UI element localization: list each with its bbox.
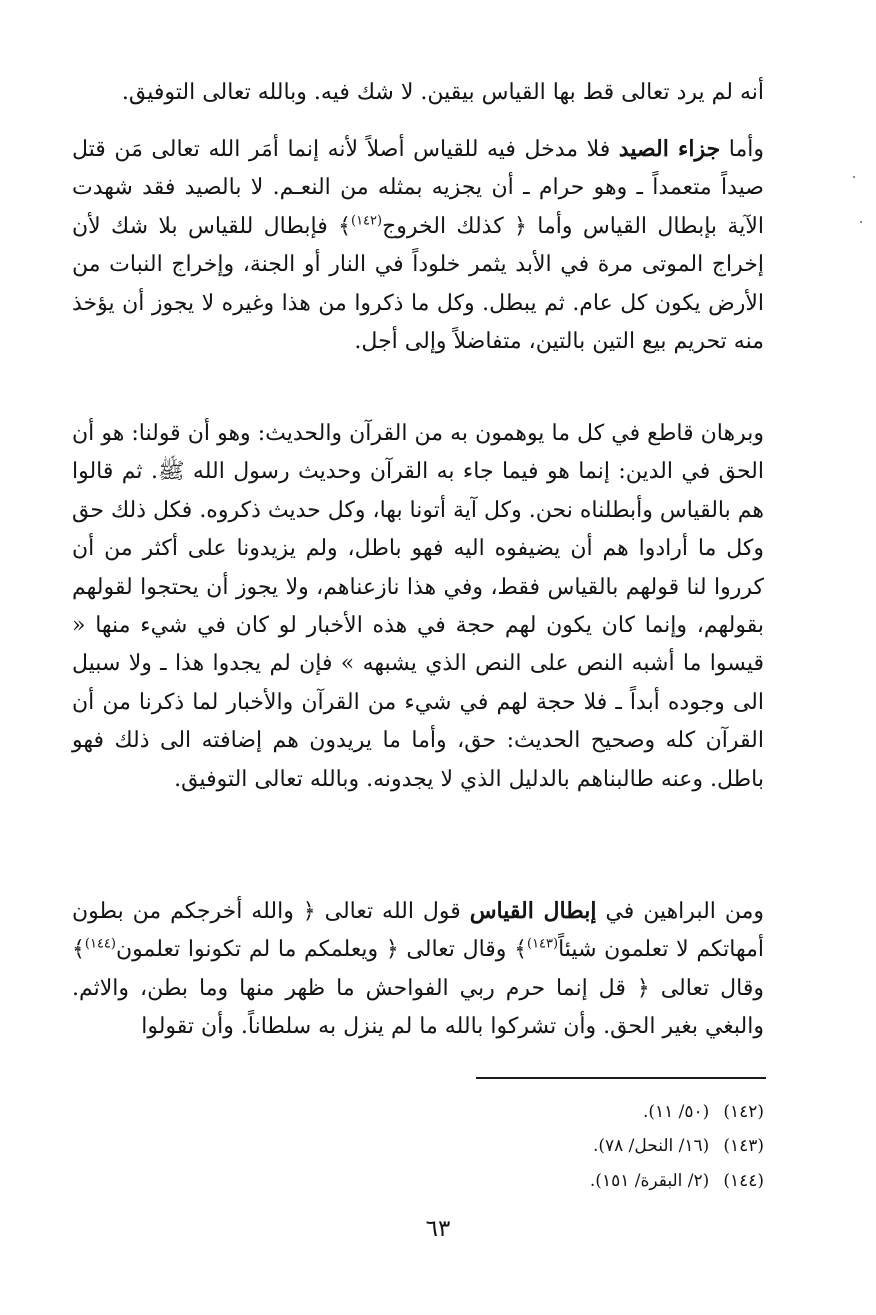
paragraph-4-text-start: ومن البراهين في (596, 899, 764, 924)
paragraph-2-text-start: وأما (720, 137, 765, 162)
page-number: ٦٣ (425, 1216, 451, 1242)
footnote-ref-144: (١٤٤) (84, 937, 116, 953)
footnote-number: (١٤٢) (723, 1102, 764, 1122)
footnote-divider (476, 1077, 766, 1079)
paragraph-1 (72, 74, 764, 112)
footnote-142 (364, 1100, 764, 1124)
paragraph-2-text-middle: فلا مدخل فيه للقياس أصلاً لأنه إنما أمَر الله تعالى مَن قتل صيداً متعمداً ـ وهو حرام ـ أن يجزيه بمثله من النعـم. لا بالصيد فقد شهدت الآية بإبطال القياس وأما ﴿ كذلك الخروج (72, 137, 764, 239)
footnote-ref-142: (١٤٢) (350, 213, 383, 229)
footnote-number: (١٤٣) (723, 1136, 764, 1156)
footnote-144 (364, 1169, 764, 1193)
paragraph-3 (72, 415, 764, 799)
paragraph-4 (72, 892, 764, 1047)
margin-mark (860, 221, 862, 223)
paragraph-4-heading: إبطال القياس (469, 898, 597, 924)
paragraph-4-text-middle: قول الله تعالى ﴿ والله أخرجكم من بطون أمهاتكم لا تعلمون شيئاً (72, 899, 764, 963)
paragraph-1-text: أنه لم يرد تعالى قط بها القياس بيقين. لا شك فيه. وبالله تعالى التوفيق. (121, 80, 764, 105)
footnote-143 (364, 1134, 764, 1158)
paragraph-4-text-middle-2: ﴾ وقال تعالى ﴿ ويعلمكم ما لم تكونوا تعلمون (116, 937, 527, 963)
paragraph-2 (72, 130, 764, 361)
paragraph-4-text-end: ﴾ وقال تعالى ﴿ قل إنما حرم ربي الفواحش ما ظهر منها وما بطن، والاثم. والبغي بغير الحق. وأن تشركوا بالله ما لم ينزل به سلطاناً. وأن تقولوا (72, 937, 764, 1040)
footnote-text: (١٦/ النحل/ ٧٨). (592, 1136, 710, 1156)
footnote-text: (٥٠/ ١١). (642, 1102, 710, 1122)
footnote-text: (٢/ البقرة/ ١٥١). (589, 1171, 710, 1191)
footnote-ref-143: (١٤٣) (526, 937, 559, 953)
paragraph-2-heading: جزاء الصيد (618, 136, 721, 162)
paragraph-3-text: وبرهان قاطع في كل ما يوهمون به من القرآن والحديث: وهو أن قولنا: هو أن الحق في الدين: إنما هو فيما جاء به القرآن وحديث رسول الله ﷺ. ثم قالوا هم بالقياس وأبطلناه نحن. وكل آية أتونا بها، وكل حديث ذكروه. فكل ذلك حق وكل ما أرادوا هم أن يضيفوه اليه فهو باطل، ولم يزيدونا على أكثر من أن كرروا لنا قولهم بالقياس فقط، وفي هذا نازعناهم، ولا يجوز أن يحتجوا لقولهم بقولهم، وإنما كان يكون لهم حجة في هذه الأخبار لو كان في شيء منها « قيسوا ما أشبه النص على النص الذي يشبهه » فإن لم يجدوا هذا ـ ولا سبيل الى وجوده أبداً ـ فلا حجة لهم في شيء من القرآن والأخبار لما ذكرنا من أن القرآن كله وصحيح الحديث: حق، وأما ما يريدون هم إضافته الى ذلك فهو باطل. وعنه طالبناهم بالدليل الذي لا يجدونه. وبالله تعالى التوفيق. (72, 421, 764, 792)
footnote-number: (١٤٤) (723, 1171, 764, 1191)
margin-mark (853, 176, 855, 178)
paragraph-2-text-end: ﴾ فإبطال للقياس بلا شك لأن إخراج الموتى مرة في الأبد يثمر خلوداً في النار أو الجنة، وإخراج النبات من الأرض يكون كل عام. ثم يبطل. وكل ما ذكروا من هذا وغيره لا يجوز أن يؤخذ منه تحريم بيع التين بالتين، متفاضلاً وإلى أجل. (72, 213, 764, 355)
